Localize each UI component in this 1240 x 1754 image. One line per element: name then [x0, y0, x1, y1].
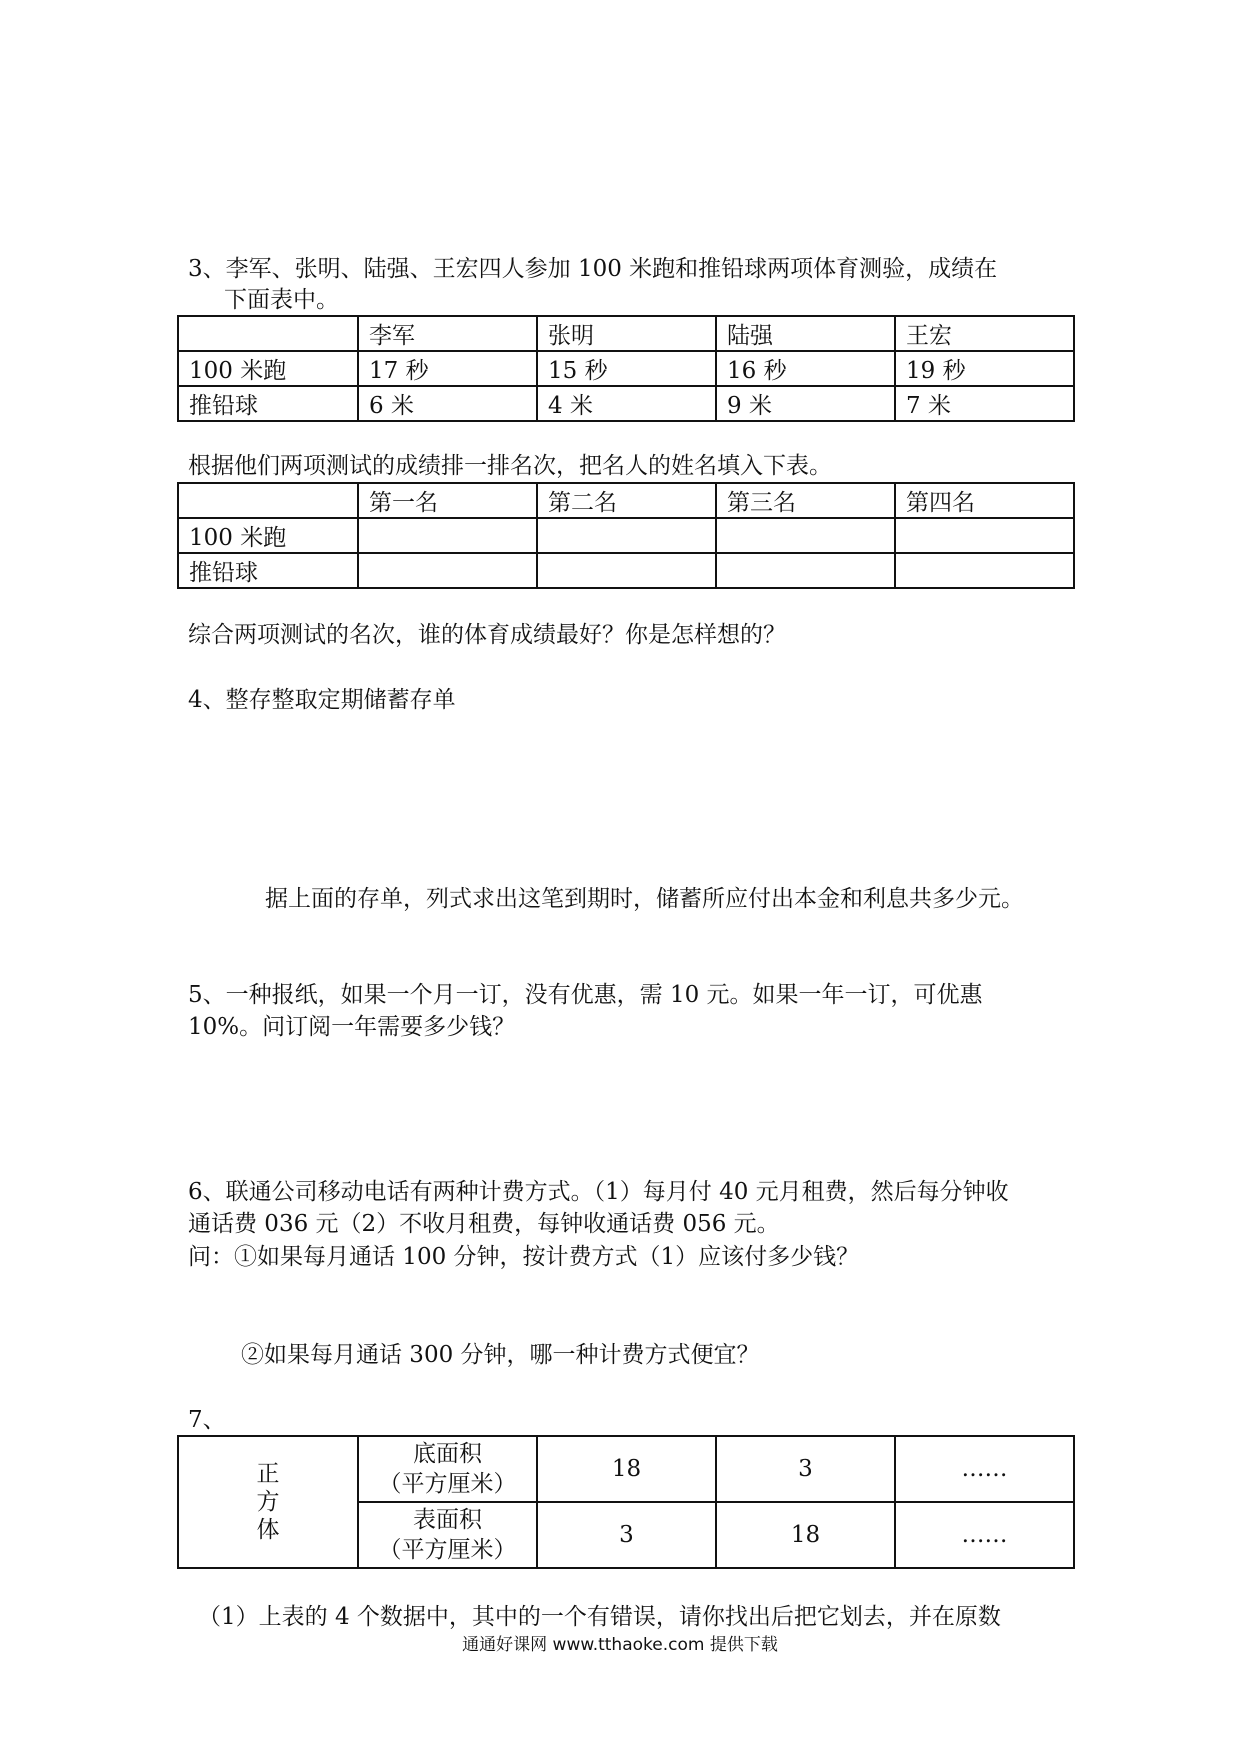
base-area-label: 底面积	[413, 1441, 482, 1467]
table-cell: 17 秒	[358, 351, 537, 386]
table-cell: ……	[895, 1502, 1074, 1568]
table-cell: 7 米	[895, 386, 1074, 421]
surface-area-label: 表面积	[413, 1507, 482, 1533]
q4-title: 4、整存整取定期储蓄存单	[188, 687, 456, 713]
table-row	[178, 483, 1074, 518]
table-cell: 4 米	[537, 386, 716, 421]
table-cell: 15 秒	[537, 351, 716, 386]
answer-cell[interactable]	[716, 553, 895, 588]
q5-line2: 10%。问订阅一年需要多少钱？	[188, 1014, 516, 1040]
table-cell	[178, 483, 358, 518]
cube-side-label	[178, 1436, 358, 1568]
table-cell	[358, 1436, 537, 1502]
table-cell: 陆强	[716, 316, 895, 351]
table-cell: ……	[895, 1436, 1074, 1502]
table-row	[178, 553, 1074, 588]
table-cell	[358, 1502, 537, 1568]
table-cell: 推铅球	[178, 553, 358, 588]
table-cell: 9 米	[716, 386, 895, 421]
table-row	[178, 518, 1074, 553]
answer-cell[interactable]	[537, 518, 716, 553]
q3-instruction: 根据他们两项测试的成绩排一排名次，把名人的姓名填入下表。	[188, 453, 832, 479]
cube-label-text: 正方体	[256, 1461, 280, 1543]
table-cell: 16 秒	[716, 351, 895, 386]
q5-line1: 5、一种报纸，如果一个月一订，没有优惠，需 10 元。如果一年一订，可优惠	[188, 982, 983, 1008]
q6-line2: 通话费 036 元（2）不收月租费，每钟收通话费 056 元。	[188, 1211, 780, 1237]
q3-line1: 3、李军、张明、陆强、王宏四人参加 100 米跑和推铅球两项体育测验，成绩在	[188, 256, 998, 282]
table-cell: 19 秒	[895, 351, 1074, 386]
table-row	[178, 316, 1074, 351]
q3-question: 综合两项测试的名次，谁的体育成绩最好？你是怎样想的？	[188, 622, 786, 648]
table-cell: 李军	[358, 316, 537, 351]
table-cell: 张明	[537, 316, 716, 351]
table-cell: 第二名	[537, 483, 716, 518]
table-cell: 100 米跑	[178, 518, 358, 553]
table-cell: 第三名	[716, 483, 895, 518]
table-cell: 3	[716, 1436, 895, 1502]
table-cell: 第四名	[895, 483, 1074, 518]
table-row	[178, 1436, 1074, 1502]
table-cell	[178, 316, 358, 351]
table-cell: 100 米跑	[178, 351, 358, 386]
answer-cell[interactable]	[895, 553, 1074, 588]
q7-number: 7、	[188, 1407, 226, 1433]
table-row	[178, 351, 1074, 386]
q3-line2: 下面表中。	[224, 287, 339, 313]
cube-table	[177, 1435, 1075, 1569]
q6-line1: 6、联通公司移动电话有两种计费方式。（1）每月付 40 元月租费，然后每分钟收	[188, 1179, 1009, 1205]
answer-cell[interactable]	[358, 553, 537, 588]
table-cell: 王宏	[895, 316, 1074, 351]
table-cell: 第一名	[358, 483, 537, 518]
q3-ranking-table	[177, 482, 1075, 589]
table-cell: 18	[537, 1436, 716, 1502]
table-cell: 推铅球	[178, 386, 358, 421]
table-cell: 3	[537, 1502, 716, 1568]
footer-text: 通通好课网 www.tthaoke.com 提供下载	[462, 1635, 778, 1655]
q3-score-table	[177, 315, 1075, 422]
unit-label: （平方厘米）	[378, 1537, 517, 1563]
q6-line3: 问：①如果每月通话 100 分钟，按计费方式（1）应该付多少钱？	[188, 1244, 860, 1270]
unit-label: （平方厘米）	[378, 1471, 517, 1497]
answer-cell[interactable]	[358, 518, 537, 553]
q4-question: 据上面的存单，列式求出这笔到期时，储蓄所应付出本金和利息共多少元。	[265, 886, 1024, 912]
table-row	[178, 386, 1074, 421]
answer-cell[interactable]	[537, 553, 716, 588]
answer-cell[interactable]	[716, 518, 895, 553]
q6-line4: ②如果每月通话 300 分钟，哪一种计费方式便宜？	[241, 1342, 760, 1368]
table-cell: 6 米	[358, 386, 537, 421]
q7-note: （1）上表的 4 个数据中，其中的一个有错误，请你找出后把它划去，并在原数	[198, 1604, 1001, 1630]
table-cell: 18	[716, 1502, 895, 1568]
answer-cell[interactable]	[895, 518, 1074, 553]
